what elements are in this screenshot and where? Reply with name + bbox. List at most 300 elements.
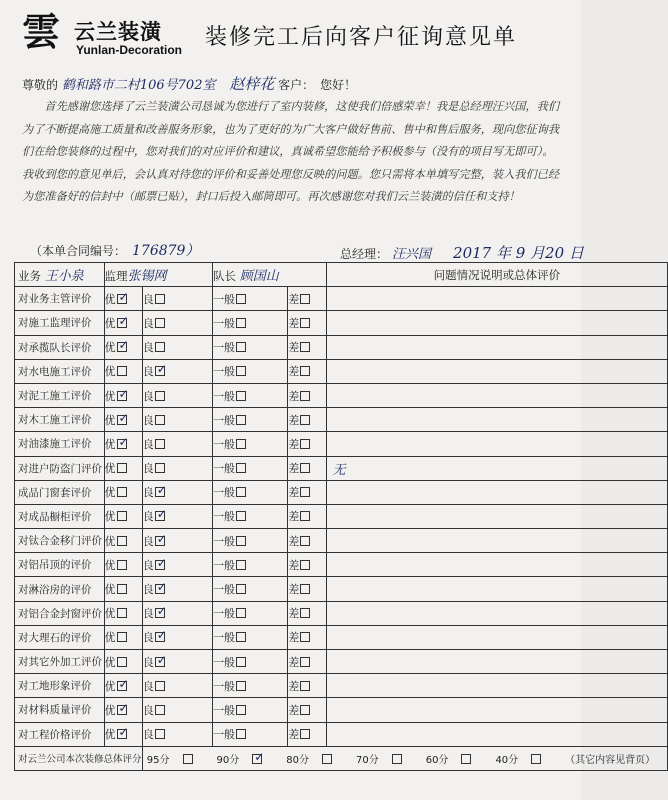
- option-label: 差: [288, 728, 300, 742]
- option-checkbox[interactable]: [117, 463, 127, 473]
- option-cell[interactable]: [213, 650, 288, 674]
- option-cell[interactable]: [104, 408, 142, 432]
- row-label: 对工程价格评价: [15, 722, 105, 746]
- table-row: [15, 287, 668, 311]
- row-label: 对水电施工评价: [15, 359, 105, 383]
- option-label: 良: [142, 486, 154, 500]
- option-cell[interactable]: [142, 383, 212, 407]
- option-cell[interactable]: [288, 335, 326, 359]
- manager-signature: [340, 242, 584, 263]
- option-checkbox[interactable]: [117, 632, 127, 642]
- option-checkbox[interactable]: [300, 632, 310, 642]
- table-row: [15, 311, 668, 335]
- option-label: 差: [288, 679, 300, 693]
- row-label: 对大理石的评价: [15, 625, 105, 649]
- salesman-label: 业务: [18, 269, 41, 284]
- contract-number: [30, 240, 199, 260]
- option-cell[interactable]: [142, 650, 212, 674]
- option-label: 良: [142, 631, 154, 645]
- option-cell[interactable]: [142, 625, 212, 649]
- score-options: [142, 746, 667, 770]
- table-row: [15, 408, 668, 432]
- option-checkbox[interactable]: [117, 676, 129, 691]
- check-mark-icon: ✓: [156, 555, 167, 570]
- option-label: 优: [104, 292, 116, 306]
- manager-name: 汪兴国: [392, 247, 432, 262]
- option-cell[interactable]: [142, 311, 212, 335]
- option-checkbox[interactable]: [117, 410, 129, 425]
- evaluation-table: [14, 262, 668, 771]
- option-checkbox[interactable]: [236, 439, 246, 449]
- option-label: 一般: [213, 607, 236, 621]
- score-label: 90分: [216, 754, 240, 766]
- check-mark-icon: ✓: [156, 507, 167, 522]
- option-checkbox[interactable]: [155, 628, 167, 643]
- option-cell[interactable]: [288, 601, 326, 625]
- option-cell[interactable]: [104, 480, 142, 504]
- option-cell[interactable]: [142, 432, 212, 456]
- option-checkbox[interactable]: [155, 463, 165, 473]
- check-mark-icon: ✓: [118, 410, 129, 425]
- option-label: 差: [288, 703, 300, 717]
- option-cell[interactable]: [213, 432, 288, 456]
- row-remark[interactable]: [326, 625, 668, 649]
- option-label: 良: [142, 583, 154, 597]
- option-cell[interactable]: [104, 553, 142, 577]
- option-checkbox[interactable]: [236, 632, 246, 642]
- option-cell[interactable]: [213, 722, 288, 746]
- row-label: 对淋浴房的评价: [15, 577, 105, 601]
- option-checkbox[interactable]: [117, 560, 127, 570]
- option-checkbox[interactable]: [117, 313, 129, 328]
- option-checkbox[interactable]: [117, 608, 127, 618]
- option-cell[interactable]: [288, 625, 326, 649]
- option-cell[interactable]: [288, 698, 326, 722]
- row-label: 成品门窗套评价: [15, 480, 105, 504]
- option-cell[interactable]: [288, 650, 326, 674]
- option-cell[interactable]: [142, 698, 212, 722]
- option-cell[interactable]: [288, 383, 326, 407]
- option-label: 良: [142, 292, 154, 306]
- row-label: 对成品橱柜评价: [15, 504, 105, 528]
- option-cell[interactable]: [288, 359, 326, 383]
- row-remark[interactable]: [326, 287, 668, 311]
- salutation-suffix: 客户： 您好！: [278, 78, 357, 92]
- option-checkbox[interactable]: [236, 318, 246, 328]
- option-label: 一般: [213, 292, 236, 306]
- option-checkbox[interactable]: [236, 584, 246, 594]
- row-remark[interactable]: 无: [326, 456, 668, 480]
- option-checkbox[interactable]: [155, 507, 167, 522]
- option-checkbox[interactable]: [117, 366, 127, 376]
- option-cell[interactable]: [288, 456, 326, 480]
- remark-header: 问题情况说明或总体评价: [326, 263, 668, 287]
- score-option[interactable]: [286, 755, 344, 766]
- option-checkbox[interactable]: [155, 483, 167, 498]
- row-remark[interactable]: [326, 480, 668, 504]
- option-checkbox[interactable]: [236, 511, 246, 521]
- option-cell[interactable]: [142, 577, 212, 601]
- option-cell[interactable]: [213, 577, 288, 601]
- row-label: 对铝吊顶的评价: [15, 553, 105, 577]
- option-label: 一般: [213, 437, 236, 451]
- option-checkbox[interactable]: [117, 338, 129, 353]
- option-label: 一般: [213, 413, 236, 427]
- score-checkbox[interactable]: [461, 754, 471, 764]
- option-cell[interactable]: [104, 529, 142, 553]
- option-checkbox[interactable]: [155, 294, 165, 304]
- option-checkbox[interactable]: [236, 536, 246, 546]
- table-row: [15, 553, 668, 577]
- option-cell[interactable]: [142, 674, 212, 698]
- row-remark[interactable]: [326, 601, 668, 625]
- option-cell[interactable]: [142, 480, 212, 504]
- back-page-note: （其它内容见背页）: [565, 754, 656, 766]
- option-checkbox[interactable]: [300, 463, 310, 473]
- check-mark-icon: ✓: [118, 676, 129, 691]
- row-remark[interactable]: [326, 359, 668, 383]
- option-cell[interactable]: [142, 335, 212, 359]
- option-label: 差: [288, 365, 300, 379]
- check-mark-icon: ✓: [156, 628, 167, 643]
- option-checkbox[interactable]: [117, 657, 127, 667]
- row-remark[interactable]: [326, 311, 668, 335]
- option-label: 差: [288, 534, 300, 548]
- row-label: 对钛合金移门评价: [15, 529, 105, 553]
- row-remark[interactable]: [326, 504, 668, 528]
- option-cell[interactable]: [104, 577, 142, 601]
- staff-cell: [15, 263, 105, 287]
- option-label: 差: [288, 655, 300, 669]
- option-label: 一般: [213, 389, 236, 403]
- option-checkbox[interactable]: [117, 386, 129, 401]
- row-remark[interactable]: [326, 335, 668, 359]
- option-checkbox[interactable]: [300, 439, 310, 449]
- leader-cell: [213, 263, 326, 287]
- option-label: 良: [142, 462, 154, 476]
- option-cell[interactable]: [288, 408, 326, 432]
- option-label: 优: [104, 703, 116, 717]
- option-cell[interactable]: [288, 287, 326, 311]
- option-checkbox[interactable]: [117, 725, 129, 740]
- option-checkbox[interactable]: [236, 657, 246, 667]
- score-label: 80分: [286, 754, 309, 766]
- option-cell[interactable]: [213, 287, 288, 311]
- option-checkbox[interactable]: [236, 560, 246, 570]
- option-checkbox[interactable]: [155, 604, 167, 619]
- option-cell[interactable]: [288, 674, 326, 698]
- score-checkbox[interactable]: [252, 749, 265, 764]
- option-cell[interactable]: [104, 359, 142, 383]
- score-option[interactable]: [356, 755, 414, 766]
- option-cell[interactable]: [288, 529, 326, 553]
- check-mark-icon: ✓: [254, 749, 265, 764]
- table-row: [15, 698, 668, 722]
- row-label: 对材料质量评价: [15, 698, 105, 722]
- option-checkbox[interactable]: [300, 487, 310, 497]
- option-cell[interactable]: [104, 456, 142, 480]
- option-label: 差: [288, 631, 300, 645]
- option-checkbox[interactable]: [117, 511, 127, 521]
- option-cell[interactable]: [142, 529, 212, 553]
- score-checkbox[interactable]: [531, 754, 541, 764]
- row-remark[interactable]: [326, 529, 668, 553]
- check-mark-icon: ✓: [118, 700, 129, 715]
- option-label: 优: [104, 486, 116, 500]
- total-score-row: [15, 746, 668, 770]
- option-label: 一般: [213, 631, 236, 645]
- option-cell[interactable]: [213, 625, 288, 649]
- row-remark[interactable]: [326, 698, 668, 722]
- option-checkbox[interactable]: [300, 391, 310, 401]
- option-cell[interactable]: [288, 577, 326, 601]
- option-cell[interactable]: [213, 601, 288, 625]
- score-label: 95分: [146, 754, 170, 766]
- option-checkbox[interactable]: [236, 705, 246, 715]
- option-checkbox[interactable]: [300, 584, 310, 594]
- supervisor-name: 张锡网: [127, 269, 167, 285]
- option-cell[interactable]: [104, 504, 142, 528]
- option-cell[interactable]: [142, 408, 212, 432]
- option-checkbox[interactable]: [300, 294, 310, 304]
- option-checkbox[interactable]: [236, 415, 246, 425]
- option-checkbox[interactable]: [300, 318, 310, 328]
- option-cell[interactable]: [288, 480, 326, 504]
- row-label: 对承揽队长评价: [15, 335, 105, 359]
- check-mark-icon: ✓: [118, 434, 129, 449]
- option-label: 优: [104, 631, 116, 645]
- option-label: 良: [142, 728, 154, 742]
- company-logo: [22, 10, 182, 62]
- option-checkbox[interactable]: [236, 342, 246, 352]
- option-label: 优: [104, 655, 116, 669]
- option-cell[interactable]: [104, 674, 142, 698]
- option-label: 差: [288, 462, 300, 476]
- option-checkbox[interactable]: [300, 657, 310, 667]
- row-remark[interactable]: [326, 408, 668, 432]
- score-checkbox[interactable]: [392, 754, 402, 764]
- option-label: 优: [104, 341, 116, 355]
- option-label: 良: [142, 341, 154, 355]
- option-checkbox[interactable]: [117, 434, 129, 449]
- option-checkbox[interactable]: [236, 294, 246, 304]
- option-checkbox[interactable]: [155, 705, 165, 715]
- row-label: 对铝合金封窗评价: [15, 601, 105, 625]
- option-cell[interactable]: [288, 553, 326, 577]
- option-label: 优: [104, 437, 116, 451]
- option-label: 良: [142, 365, 154, 379]
- option-cell[interactable]: [104, 287, 142, 311]
- option-cell[interactable]: [104, 335, 142, 359]
- option-cell[interactable]: [104, 650, 142, 674]
- salutation-prefix: 尊敬的: [22, 78, 59, 92]
- option-checkbox[interactable]: [236, 463, 246, 473]
- customer-address: 鹤和路市二村106号702室: [61, 78, 216, 93]
- score-option[interactable]: [495, 755, 553, 766]
- score-checkbox[interactable]: [183, 754, 193, 764]
- option-checkbox[interactable]: [155, 342, 165, 352]
- option-cell[interactable]: [104, 311, 142, 335]
- option-checkbox[interactable]: [117, 700, 129, 715]
- option-label: 差: [288, 607, 300, 621]
- option-checkbox[interactable]: [155, 391, 165, 401]
- option-cell[interactable]: [142, 504, 212, 528]
- option-checkbox[interactable]: [300, 560, 310, 570]
- salutation: [22, 73, 356, 94]
- option-cell[interactable]: [288, 722, 326, 746]
- option-label: 一般: [213, 655, 236, 669]
- option-checkbox[interactable]: [236, 729, 246, 739]
- option-checkbox[interactable]: [300, 511, 310, 521]
- option-label: 一般: [213, 510, 236, 524]
- option-label: 优: [104, 679, 116, 693]
- option-checkbox[interactable]: [117, 289, 129, 304]
- check-mark-icon: ✓: [118, 289, 129, 304]
- option-cell[interactable]: [213, 504, 288, 528]
- option-checkbox[interactable]: [300, 681, 310, 691]
- option-checkbox[interactable]: [117, 584, 127, 594]
- score-label: 60分: [425, 754, 449, 766]
- option-checkbox[interactable]: [300, 536, 310, 546]
- option-checkbox[interactable]: [155, 580, 167, 595]
- leader-label: 队长: [213, 269, 237, 284]
- option-label: 良: [142, 510, 154, 524]
- option-cell[interactable]: [142, 601, 212, 625]
- option-label: 差: [288, 316, 300, 330]
- option-cell[interactable]: [104, 432, 142, 456]
- option-cell[interactable]: [104, 601, 142, 625]
- option-cell[interactable]: [213, 456, 288, 480]
- option-label: 差: [288, 292, 300, 306]
- option-label: 一般: [213, 365, 236, 379]
- option-cell[interactable]: [288, 504, 326, 528]
- option-checkbox[interactable]: [236, 391, 246, 401]
- form-title: 装修完工后向客户征询意见单: [205, 25, 518, 50]
- table-row: [15, 650, 668, 674]
- option-cell[interactable]: [142, 722, 212, 746]
- logo-english-name: Yunlan-Decoration: [76, 43, 183, 57]
- row-remark[interactable]: [326, 674, 668, 698]
- logo-chinese-name: 云兰装潢: [74, 20, 162, 44]
- option-cell[interactable]: [288, 432, 326, 456]
- supervisor-cell: [104, 263, 213, 287]
- option-label: 良: [142, 534, 154, 548]
- letter-body: 首先感谢您选择了云兰装潢公司恳诚为您进行了室内装修，这使我们倍感荣幸！我是总经理汪兴国，我们为了不断提高施工质量和改善服务形象，也为了更好的为广大客户做好售前、售中和售后服务，现向您征询我们在给您装修的过程中，您对我们的对应评价和建议，真诚希望您能给予积极参与（没有的项目写无即可）。我收到您的意见单后，会认真对待您的评价和妥善处理您反映的问题。您只需将本单填写完整，装入我们已经为您准备好的信封中（邮票已贴），封口后投入邮筒即可。再次感谢您对我们云兰装潢的信任和支持！: [22, 100, 560, 204]
- option-cell[interactable]: [142, 553, 212, 577]
- option-checkbox[interactable]: [155, 729, 165, 739]
- option-cell[interactable]: [213, 408, 288, 432]
- row-remark[interactable]: [326, 722, 668, 746]
- option-label: 一般: [213, 486, 236, 500]
- option-cell[interactable]: [213, 698, 288, 722]
- row-remark[interactable]: [326, 577, 668, 601]
- table-row: [15, 504, 668, 528]
- option-cell[interactable]: [213, 383, 288, 407]
- row-remark[interactable]: [326, 650, 668, 674]
- option-checkbox[interactable]: [155, 362, 167, 377]
- option-cell[interactable]: [213, 480, 288, 504]
- option-label: 差: [288, 413, 300, 427]
- score-option[interactable]: [147, 755, 205, 766]
- option-cell[interactable]: [142, 456, 212, 480]
- option-checkbox[interactable]: [236, 366, 246, 376]
- option-checkbox[interactable]: [155, 555, 167, 570]
- score-label: 40分: [495, 754, 519, 766]
- row-remark[interactable]: [326, 432, 668, 456]
- option-checkbox[interactable]: [236, 681, 246, 691]
- option-checkbox[interactable]: [155, 439, 165, 449]
- option-cell[interactable]: [142, 359, 212, 383]
- option-cell[interactable]: [213, 335, 288, 359]
- option-checkbox[interactable]: [155, 681, 165, 691]
- option-checkbox[interactable]: [236, 608, 246, 618]
- option-checkbox[interactable]: [117, 487, 127, 497]
- sign-date: 2017 年 9 月20 日: [453, 244, 584, 262]
- option-label: 差: [288, 389, 300, 403]
- option-checkbox[interactable]: [155, 318, 165, 328]
- option-checkbox[interactable]: [300, 415, 310, 425]
- option-label: 优: [104, 510, 116, 524]
- option-label: 优: [104, 558, 116, 572]
- contract-value: 176879）: [132, 243, 200, 259]
- check-mark-icon: ✓: [156, 531, 167, 546]
- table-row: [15, 722, 668, 746]
- option-label: 优: [104, 583, 116, 597]
- option-checkbox[interactable]: [300, 608, 310, 618]
- option-cell[interactable]: [288, 311, 326, 335]
- row-label: 对油漆施工评价: [15, 432, 105, 456]
- option-checkbox[interactable]: [155, 415, 165, 425]
- option-cell[interactable]: [142, 287, 212, 311]
- option-checkbox[interactable]: [236, 487, 246, 497]
- option-cell[interactable]: [104, 383, 142, 407]
- option-label: 一般: [213, 583, 236, 597]
- option-cell[interactable]: [213, 553, 288, 577]
- score-checkbox[interactable]: [322, 754, 332, 764]
- option-label: 良: [142, 437, 154, 451]
- option-cell[interactable]: [213, 529, 288, 553]
- row-remark[interactable]: [326, 553, 668, 577]
- table-row: [15, 432, 668, 456]
- option-cell[interactable]: [104, 698, 142, 722]
- option-checkbox[interactable]: [300, 342, 310, 352]
- option-checkbox[interactable]: [300, 366, 310, 376]
- option-cell[interactable]: [104, 625, 142, 649]
- option-cell[interactable]: [213, 359, 288, 383]
- table-row: [15, 456, 668, 480]
- option-label: 一般: [213, 462, 236, 476]
- option-checkbox[interactable]: [117, 536, 127, 546]
- score-option[interactable]: [426, 755, 484, 766]
- score-option[interactable]: [216, 749, 275, 766]
- option-label: 差: [288, 437, 300, 451]
- table-row: [15, 480, 668, 504]
- row-label: 对木工施工评价: [15, 408, 105, 432]
- option-checkbox[interactable]: [155, 531, 167, 546]
- option-label: 优: [104, 462, 116, 476]
- option-checkbox[interactable]: [300, 705, 310, 715]
- option-cell[interactable]: [213, 674, 288, 698]
- option-label: 优: [104, 389, 116, 403]
- option-checkbox[interactable]: [155, 652, 167, 667]
- option-checkbox[interactable]: [300, 729, 310, 739]
- option-cell[interactable]: [213, 311, 288, 335]
- option-label: 良: [142, 679, 154, 693]
- row-remark[interactable]: [326, 383, 668, 407]
- option-label: 良: [142, 655, 154, 669]
- check-mark-icon: ✓: [118, 725, 129, 740]
- option-cell[interactable]: [104, 722, 142, 746]
